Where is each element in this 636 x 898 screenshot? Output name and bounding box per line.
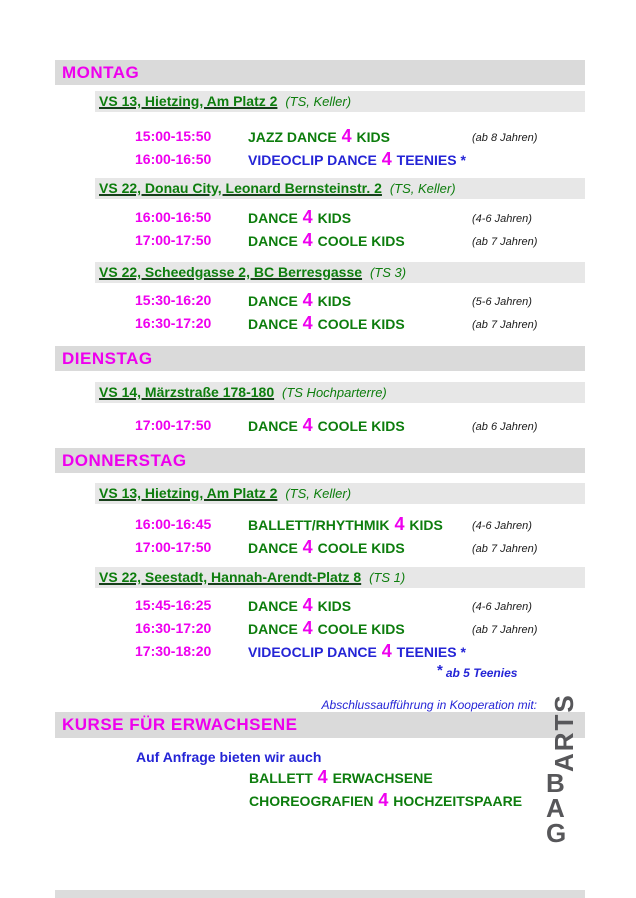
course-time: 17:00-17:50 — [135, 539, 212, 555]
course-row — [0, 642, 636, 662]
course-name: DANCE 4 COOLE KIDS — [248, 415, 405, 435]
venue-name: VS 13, Hietzing, Am Platz 2 — [99, 93, 278, 109]
venue-heading — [95, 91, 585, 112]
age-note: (ab 7 Jahren) — [472, 624, 538, 636]
four-glyph: 4 — [381, 149, 392, 169]
course-row — [0, 291, 636, 311]
four-glyph: 4 — [302, 618, 313, 638]
course-time: 17:00-17:50 — [135, 232, 212, 248]
venue-name: VS 13, Hietzing, Am Platz 2 — [99, 485, 278, 501]
cooperation-note: Abschlussaufführung in Kooperation mit: — [321, 698, 537, 712]
course-time: 15:45-16:25 — [135, 597, 212, 613]
venue-note: (TS, Keller) — [389, 181, 456, 196]
venue-name: VS 22, Scheedgasse 2, BC Berresgasse — [99, 264, 363, 280]
course-time: 17:00-17:50 — [135, 417, 212, 433]
venue-note: (TS Hochparterre) — [282, 385, 387, 400]
course-name: DANCE 4 KIDS — [248, 290, 352, 310]
age-note: (4-6 Jahren) — [472, 213, 532, 225]
course-row — [0, 538, 636, 558]
asterisk-glyph: * — [437, 662, 443, 679]
course-time: 16:00-16:50 — [135, 151, 212, 167]
course-row — [0, 314, 636, 334]
four-glyph: 4 — [302, 537, 313, 557]
course-row — [0, 596, 636, 616]
age-note: (ab 7 Jahren) — [472, 236, 538, 248]
course-row — [0, 127, 636, 147]
adults-heading: KURSE FÜR ERWACHSENE — [55, 712, 585, 738]
course-row — [0, 619, 636, 639]
course-row — [0, 515, 636, 535]
course-row — [0, 416, 636, 436]
venue-heading — [95, 262, 585, 283]
course-name: BALLETT/RHYTHMIK 4 KIDS — [248, 514, 443, 534]
course-time: 16:00-16:50 — [135, 209, 212, 225]
partner-logo-bag — [546, 768, 580, 848]
course-name: JAZZ DANCE 4 KIDS — [248, 126, 390, 146]
teenies-footnote — [437, 662, 517, 682]
age-note: (ab 7 Jahren) — [472, 319, 538, 331]
adults-intro: Auf Anfrage bieten wir auch — [136, 749, 322, 765]
four-glyph: 4 — [317, 767, 328, 787]
four-glyph: 4 — [302, 595, 313, 615]
age-note: (4-6 Jahren) — [472, 520, 532, 532]
venue-heading — [95, 567, 585, 588]
four-glyph: 4 — [341, 126, 352, 146]
venue-heading — [95, 382, 585, 403]
four-glyph: 4 — [394, 514, 405, 534]
adult-course: CHOREOGRAFIEN 4 HOCHZEITSPAARE — [249, 790, 523, 810]
course-name: DANCE 4 COOLE KIDS — [248, 537, 405, 557]
venue-name: VS 22, Donau City, Leonard Bernsteinstr. 2 — [99, 180, 382, 196]
venue-heading — [95, 483, 585, 504]
day-heading-donnerstag: DONNERSTAG — [55, 448, 585, 473]
course-time: 16:00-16:45 — [135, 516, 212, 532]
age-note: (5-6 Jahren) — [472, 296, 532, 308]
age-note: (4-6 Jahren) — [472, 601, 532, 613]
course-row — [0, 231, 636, 251]
four-glyph: 4 — [302, 290, 313, 310]
day-heading-montag: MONTAG — [55, 60, 585, 85]
course-time: 15:30-16:20 — [135, 292, 212, 308]
four-glyph: 4 — [302, 230, 313, 250]
four-glyph: 4 — [378, 790, 389, 810]
course-time: 17:30-18:20 — [135, 643, 212, 659]
course-name: DANCE 4 COOLE KIDS — [248, 618, 405, 638]
venue-heading — [95, 178, 585, 199]
logo-letter: G — [546, 818, 567, 848]
age-note: (ab 8 Jahren) — [472, 132, 538, 144]
next-section-bar — [55, 890, 585, 898]
day-heading-dienstag: DIENSTAG — [55, 346, 585, 371]
course-name: DANCE 4 KIDS — [248, 595, 352, 615]
adult-course: BALLETT 4 ERWACHSENE — [249, 767, 433, 787]
logo-letter: B — [546, 768, 565, 798]
course-name: VIDEOCLIP DANCE 4 TEENIES * — [248, 149, 466, 169]
venue-note: (TS 1) — [369, 570, 406, 585]
four-glyph: 4 — [302, 207, 313, 227]
four-glyph: 4 — [381, 641, 392, 661]
venue-name: VS 22, Seestadt, Hannah-Arendt-Platz 8 — [99, 569, 362, 585]
venue-note: (TS, Keller) — [285, 486, 352, 501]
venue-note: (TS 3) — [369, 265, 407, 280]
course-name: DANCE 4 COOLE KIDS — [248, 313, 405, 333]
four-glyph: 4 — [302, 415, 313, 435]
course-name: DANCE 4 COOLE KIDS — [248, 230, 405, 250]
course-time: 16:30-17:20 — [135, 620, 212, 636]
partner-logo-arts: ARTS — [549, 693, 579, 772]
footnote-text: ab 5 Teenies — [445, 666, 518, 680]
course-row — [0, 208, 636, 228]
course-name: DANCE 4 KIDS — [248, 207, 352, 227]
course-time: 15:00-15:50 — [135, 128, 212, 144]
age-note: (ab 6 Jahren) — [472, 421, 538, 433]
course-row — [0, 150, 636, 170]
age-note: (ab 7 Jahren) — [472, 543, 538, 555]
venue-name: VS 14, Märzstraße 178-180 — [99, 384, 275, 400]
course-time: 16:30-17:20 — [135, 315, 212, 331]
logo-letter: A — [546, 793, 565, 823]
four-glyph: 4 — [302, 313, 313, 333]
venue-note: (TS, Keller) — [285, 94, 352, 109]
course-name: VIDEOCLIP DANCE 4 TEENIES * — [248, 641, 466, 661]
